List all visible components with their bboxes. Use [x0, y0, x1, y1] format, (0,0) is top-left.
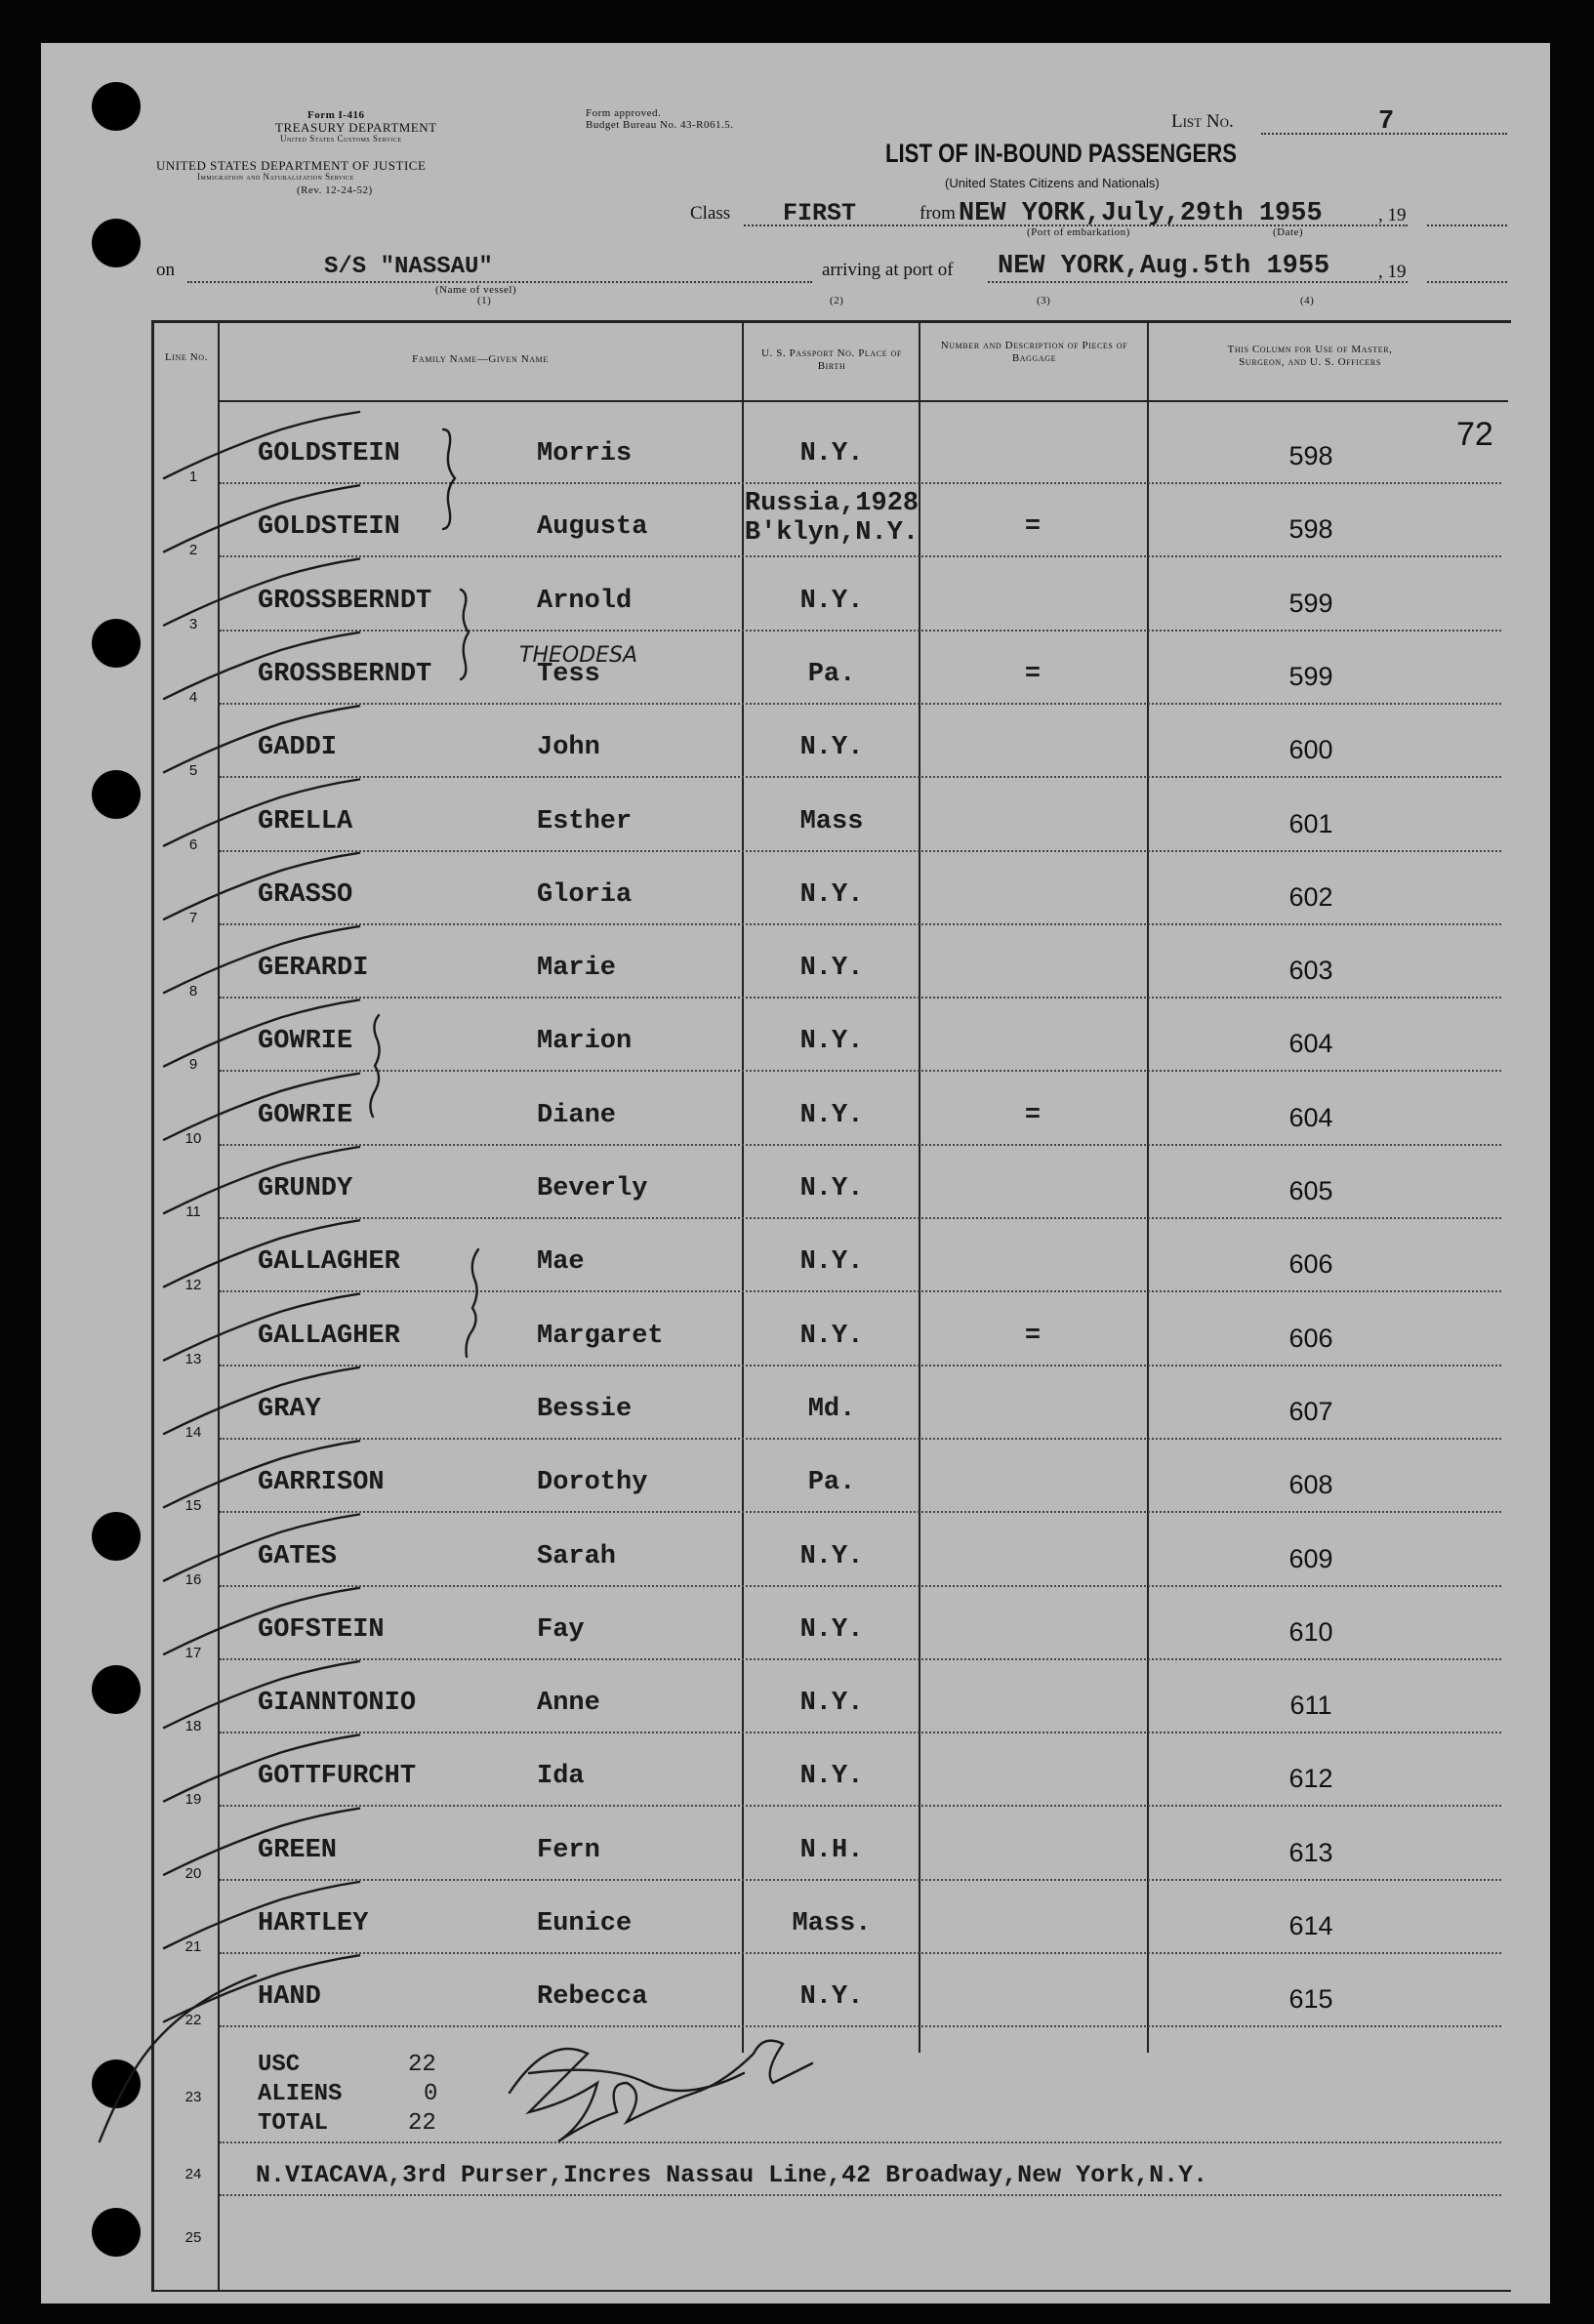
place-of-birth: N.Y. — [799, 1689, 864, 1719]
given-name: Augusta — [537, 512, 648, 543]
bracket-gowrie — [370, 1015, 379, 1117]
officer-number: 600 — [1288, 735, 1333, 765]
aliens-label: ALIENS — [258, 2081, 343, 2107]
family-name: GADDI — [258, 733, 338, 763]
place-of-birth-2: B'klyn,N.Y. — [744, 518, 920, 549]
line-number: 8 — [188, 983, 198, 1000]
ins-service: Immigration and Naturalization Service — [197, 172, 354, 182]
place-of-birth: N.Y. — [799, 1100, 864, 1130]
purser-line: N.VIACAVA,3rd Purser,Incres Nassau Line,42 Broadway,New York,N.Y. — [256, 2161, 1208, 2189]
class-value: FIRST — [783, 199, 857, 227]
line-number: 14 — [184, 1423, 202, 1441]
officer-number: 602 — [1288, 881, 1333, 912]
check-tick — [164, 706, 359, 772]
place-of-birth: N.H. — [799, 1835, 864, 1865]
family-name: HAND — [258, 1982, 321, 2013]
form-number: Form I-416 — [307, 109, 365, 121]
check-tick — [164, 1074, 359, 1140]
baggage-mark: = — [1024, 659, 1042, 689]
bracket-grossberndt — [461, 590, 469, 679]
check-tick — [164, 1955, 359, 2021]
year-suffix: , 19 — [1378, 205, 1407, 225]
given-name: Arnold — [537, 586, 633, 616]
family-name: GRASSO — [258, 879, 353, 910]
total-value: 22 — [408, 2110, 436, 2137]
line-number: 2 — [188, 542, 198, 559]
date-caption: (Date) — [1273, 226, 1304, 238]
aliens-value: 0 — [424, 2081, 438, 2107]
family-name: GROSSBERNDT — [258, 586, 432, 616]
place-of-birth: N.Y. — [799, 954, 864, 984]
long-tick-23 — [100, 1976, 256, 2141]
total-label: TOTAL — [258, 2110, 329, 2137]
justice-dept: UNITED STATES DEPARTMENT OF JUSTICE — [156, 158, 427, 173]
check-tick — [164, 926, 359, 993]
family-name: GATES — [258, 1541, 338, 1571]
family-name: GIANNTONIO — [258, 1689, 417, 1719]
list-no-label: List No. — [1171, 111, 1234, 132]
line-number: 9 — [188, 1056, 198, 1074]
line-number: 11 — [185, 1203, 201, 1220]
family-name: GRUNDY — [258, 1174, 353, 1203]
given-name: Anne — [537, 1689, 600, 1719]
officer-number: 613 — [1288, 1837, 1333, 1867]
col-head-passport: U. S. Passport No. Place of Birth — [761, 347, 902, 372]
given-name: Diane — [537, 1100, 617, 1130]
given-name: Bessie — [537, 1394, 633, 1424]
family-name: GRELLA — [258, 806, 353, 836]
form-subtitle: (United States Citizens and Nationals) — [945, 176, 1160, 190]
on-label: on — [156, 260, 175, 280]
col-head-line: Line No. — [164, 351, 209, 363]
check-tick — [164, 853, 359, 919]
usc-label: USC — [258, 2052, 301, 2078]
officer-number: 611 — [1289, 1691, 1332, 1721]
col-head-baggage: Number and Description of Pieces of Baggage — [940, 340, 1128, 364]
vessel-caption: (Name of vessel) — [435, 284, 517, 296]
line-number: 21 — [184, 1938, 202, 1955]
place-of-birth: N.Y. — [799, 733, 864, 763]
line-number-25: 25 — [184, 2229, 202, 2246]
officer-number: 606 — [1288, 1323, 1333, 1353]
officer-number: 609 — [1288, 1543, 1333, 1573]
given-name: Marion — [537, 1027, 633, 1057]
officer-number: 604 — [1288, 1029, 1333, 1059]
port-caption: (Port of embarkation) — [1027, 226, 1130, 238]
officer-number: 598 — [1288, 514, 1333, 545]
given-name: Gloria — [537, 879, 633, 910]
place-of-birth: N.Y. — [799, 1982, 864, 2013]
check-tick — [164, 1661, 359, 1728]
place-of-birth: N.Y. — [799, 1247, 864, 1278]
line-number: 20 — [184, 1864, 202, 1882]
check-tick — [164, 632, 359, 699]
line-number: 12 — [184, 1277, 202, 1294]
check-tick — [164, 412, 359, 478]
vessel-col-num: (1) — [477, 295, 492, 306]
family-name: GOLDSTEIN — [258, 512, 400, 543]
place-of-birth: Md. — [807, 1394, 856, 1424]
place-of-birth: N.Y. — [799, 879, 864, 910]
place-of-birth: N.Y. — [799, 586, 864, 616]
family-name: GALLAGHER — [258, 1321, 400, 1351]
family-name: GROSSBERNDT — [258, 659, 432, 689]
vessel-name: S/S "NASSAU" — [324, 254, 493, 280]
officer-number: 608 — [1288, 1470, 1333, 1500]
given-name: Esther — [537, 806, 633, 836]
line-number: 17 — [184, 1644, 202, 1661]
given-name: Tess — [537, 659, 600, 689]
arrival-value: NEW YORK,Aug.5th 1955 — [998, 252, 1330, 281]
check-tick — [164, 1441, 359, 1507]
line-number-23: 23 — [184, 2089, 202, 2105]
line-number: 3 — [188, 615, 198, 632]
place-of-birth: N.Y. — [799, 1174, 864, 1203]
from-value: NEW YORK,July,29th 1955 — [959, 199, 1323, 228]
bracket-goldstein — [443, 429, 455, 529]
handwritten-marks — [41, 43, 1550, 2304]
officer-number: 598 — [1288, 441, 1333, 470]
given-name: Fern — [537, 1835, 600, 1865]
col-head-name: Family Name—Given Name — [412, 353, 549, 365]
family-name: GOFSTEIN — [258, 1614, 385, 1645]
check-tick — [164, 1882, 359, 1948]
form-approved: Form approved. — [586, 107, 662, 119]
family-name: HARTLEY — [258, 1909, 369, 1938]
check-tick — [164, 1294, 359, 1361]
manifest-sheet — [41, 43, 1550, 2304]
theodesa-annotation: THEODESA — [519, 643, 638, 668]
place-of-birth: Mass. — [792, 1909, 872, 1938]
given-name: Beverly — [537, 1174, 648, 1203]
place-of-birth: Pa. — [807, 1468, 856, 1498]
given-name: Fay — [537, 1614, 585, 1645]
check-tick — [164, 559, 359, 626]
form-revision: (Rev. 12-24-52) — [297, 184, 373, 196]
family-name: GRAY — [258, 1394, 321, 1424]
given-name: Dorothy — [537, 1468, 648, 1498]
line-number: 13 — [184, 1350, 202, 1367]
col-num-3: (3) — [1037, 295, 1051, 306]
line-number: 10 — [184, 1129, 202, 1147]
check-tick — [164, 999, 359, 1066]
form-title: LIST OF IN-BOUND PASSENGERS — [885, 139, 1238, 168]
family-name: GARRISON — [258, 1468, 385, 1498]
officer-number: 603 — [1288, 956, 1333, 986]
place-of-birth: N.Y. — [799, 439, 864, 469]
col-num-2: (2) — [830, 295, 844, 306]
given-name: Sarah — [537, 1541, 617, 1571]
line-number: 6 — [188, 836, 198, 853]
line-number: 18 — [184, 1718, 202, 1735]
given-name: Mae — [537, 1247, 585, 1278]
line-number: 19 — [184, 1791, 202, 1809]
given-name: Morris — [537, 439, 633, 469]
officer-number: 599 — [1288, 588, 1333, 618]
line-number: 7 — [188, 909, 198, 926]
bracket-gallagher — [467, 1249, 479, 1357]
officer-number: 614 — [1288, 1911, 1333, 1940]
from-label: from — [920, 203, 956, 224]
family-name: GERARDI — [258, 954, 369, 984]
given-name: John — [537, 733, 600, 763]
line-number: 1 — [188, 469, 198, 485]
check-tick — [164, 1515, 359, 1581]
place-of-birth: N.Y. — [799, 1027, 864, 1057]
corner-number: 72 — [1456, 416, 1493, 453]
given-name: Marie — [537, 954, 617, 984]
check-tick — [164, 1367, 359, 1434]
given-name: Eunice — [537, 1909, 633, 1938]
place-of-birth: N.Y. — [799, 1541, 864, 1571]
col-head-officers: This Column for Use of Master, Surgeon, and U. S. Officers — [1227, 344, 1393, 368]
treasury-dept: TREASURY DEPARTMENT — [275, 120, 437, 135]
col-num-4: (4) — [1300, 295, 1315, 306]
officer-number: 612 — [1288, 1764, 1333, 1794]
place-of-birth: Mass — [799, 806, 864, 836]
customs-service: United States Customs Service — [280, 134, 402, 143]
signature — [510, 2041, 812, 2141]
place-of-birth: N.Y. — [799, 1321, 864, 1351]
check-tick — [164, 1734, 359, 1801]
budget-bureau: Budget Bureau No. 43-R061.5. — [586, 119, 734, 131]
family-name: GREEN — [258, 1835, 338, 1865]
place-of-birth: N.Y. — [799, 1614, 864, 1645]
check-tick — [164, 1588, 359, 1654]
family-name: GOLDSTEIN — [258, 439, 400, 469]
list-no-value: 7 — [1378, 107, 1395, 137]
officer-number: 601 — [1288, 808, 1333, 838]
given-name: Margaret — [537, 1321, 664, 1351]
place-of-birth: N.Y. — [799, 1762, 864, 1792]
baggage-mark: = — [1024, 1321, 1042, 1351]
line-number: 22 — [184, 2012, 202, 2029]
line-number: 16 — [184, 1570, 202, 1588]
officer-number: 604 — [1288, 1102, 1333, 1132]
check-tick — [164, 1809, 359, 1875]
check-tick — [164, 780, 359, 846]
line-number-24: 24 — [184, 2166, 202, 2182]
usc-value: 22 — [408, 2052, 436, 2078]
check-tick — [164, 485, 359, 551]
check-tick — [164, 1147, 359, 1213]
officer-number: 599 — [1288, 661, 1333, 691]
family-name: GOWRIE — [258, 1100, 353, 1130]
place-of-birth: Pa. — [807, 659, 856, 689]
check-tick — [164, 1220, 359, 1286]
family-name: GALLAGHER — [258, 1247, 400, 1278]
officer-number: 610 — [1288, 1616, 1333, 1647]
given-name: Ida — [537, 1762, 585, 1792]
baggage-mark: = — [1024, 1100, 1042, 1130]
line-number: 15 — [184, 1497, 202, 1515]
officer-number: 605 — [1288, 1176, 1333, 1205]
family-name: GOTTFURCHT — [258, 1762, 417, 1792]
given-name: Rebecca — [537, 1982, 648, 2013]
baggage-mark: = — [1024, 512, 1042, 543]
officer-number: 607 — [1288, 1396, 1333, 1426]
class-label: Class — [690, 203, 731, 224]
arriving-label: arriving at port of — [822, 260, 954, 280]
line-number: 4 — [188, 688, 198, 706]
family-name: GOWRIE — [258, 1027, 353, 1057]
officer-number: 615 — [1288, 1984, 1333, 2015]
officer-number: 606 — [1288, 1249, 1333, 1280]
year-suffix-2: , 19 — [1378, 262, 1407, 282]
line-number: 5 — [188, 762, 198, 780]
place-of-birth: Russia,1928 — [744, 489, 920, 519]
